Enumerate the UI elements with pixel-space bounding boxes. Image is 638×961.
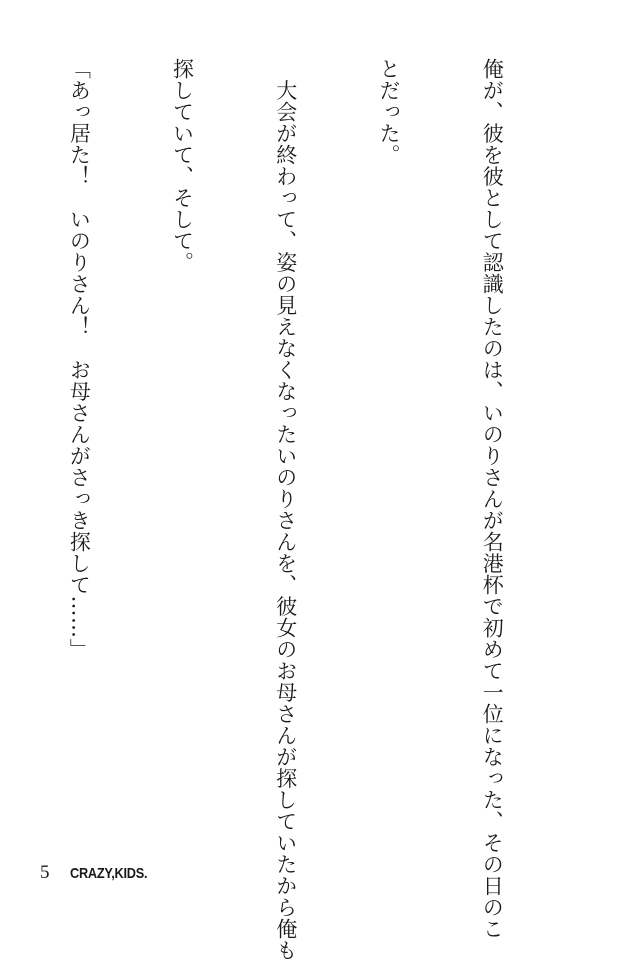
page-number: 5 (40, 862, 50, 883)
text-line: とだった。 (376, 58, 401, 166)
text-line: 「あっ居た！ いのりさん！ お母さんがさっき探して……」 (67, 58, 92, 660)
text-line: 大会が終わって、姿の見えなくなったいのりさんを、彼女のお母さんが探していたから俺も (273, 58, 298, 961)
text-line: 探していて、そして。 (170, 58, 195, 273)
running-title: CRAZY,KIDS. (69, 865, 147, 882)
page-footer (40, 862, 160, 884)
text-line: 俺が、彼を彼として認識したのは、いのりさんが名港杯で初めて一位になった、その日のこ (480, 58, 505, 940)
